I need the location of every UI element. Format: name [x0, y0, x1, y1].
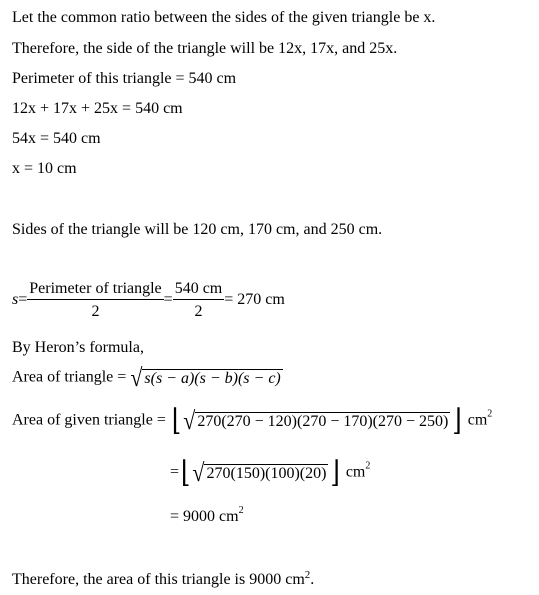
conclusion-period: .	[310, 571, 315, 588]
unit: cm	[467, 411, 488, 429]
square-root	[130, 363, 282, 392]
left-bracket-icon: ⌊	[181, 456, 191, 490]
equals-sign: =	[170, 463, 180, 481]
semi-perimeter-symbol: s	[12, 291, 19, 309]
heron-label: Area of triangle =	[12, 368, 127, 386]
unit-exponent: 2	[238, 505, 244, 516]
text-line-heron: By Heron’s formula,	[12, 339, 144, 356]
equation-sum: 12x + 17x + 25x = 540 cm	[12, 100, 183, 117]
given-area-label: Area of given triangle =	[12, 411, 166, 429]
unit-exponent: 2	[365, 460, 371, 472]
fraction-denominator: 2	[194, 303, 203, 320]
fraction-perimeter	[27, 280, 163, 321]
radicand: 270(150)(100)(20)	[206, 464, 327, 482]
conclusion-line	[12, 570, 314, 590]
text-line-perimeter: Perimeter of this triangle = 540 cm	[12, 70, 237, 87]
fraction-numerator: 540 cm	[173, 280, 225, 300]
right-bracket-icon: ⌋	[452, 404, 462, 438]
radical-icon: √	[130, 363, 143, 392]
result-value: = 9000 cm	[170, 508, 239, 525]
radicand: s(s − a)(s − b)(s − c)	[144, 369, 281, 387]
conclusion-text: Therefore, the area of this triangle is 9000 cm	[12, 571, 305, 588]
conclusion-exponent: 2	[304, 569, 311, 581]
radical-icon: √	[192, 458, 205, 487]
heron-formula-line	[12, 363, 283, 392]
radicand: 270(270 − 120)(270 − 170)(270 − 250)	[197, 412, 449, 430]
left-bracket-icon: ⌊	[171, 404, 182, 438]
equation-54x: 54x = 540 cm	[12, 130, 101, 147]
square-root	[192, 458, 328, 487]
given-area-line	[12, 404, 493, 438]
square-root	[183, 406, 450, 435]
radical-icon: √	[183, 406, 196, 435]
step-substituted-line	[170, 456, 371, 490]
text-line-side-values: Sides of the triangle will be 120 cm, 170 cm, and 250 cm.	[12, 221, 383, 238]
step-result-line	[170, 507, 244, 527]
unit: cm	[345, 463, 366, 481]
text-line-common-ratio: Let the common ratio between the sides of the given triangle be x.	[12, 9, 436, 26]
right-bracket-icon: ⌋	[330, 456, 340, 490]
text-line-sides: Therefore, the side of the triangle will be 12x, 17x, and 25x.	[12, 40, 398, 57]
fraction-denominator: 2	[91, 303, 100, 320]
unit-exponent: 2	[487, 408, 493, 420]
equals-sign: =	[163, 291, 173, 309]
fraction-540	[173, 280, 225, 321]
semi-perimeter-equation	[12, 280, 285, 321]
fraction-numerator: Perimeter of triangle	[27, 280, 163, 300]
equals-sign: =	[18, 291, 28, 309]
equation-x: x = 10 cm	[12, 160, 77, 177]
semi-perimeter-result: = 270 cm	[224, 291, 285, 309]
